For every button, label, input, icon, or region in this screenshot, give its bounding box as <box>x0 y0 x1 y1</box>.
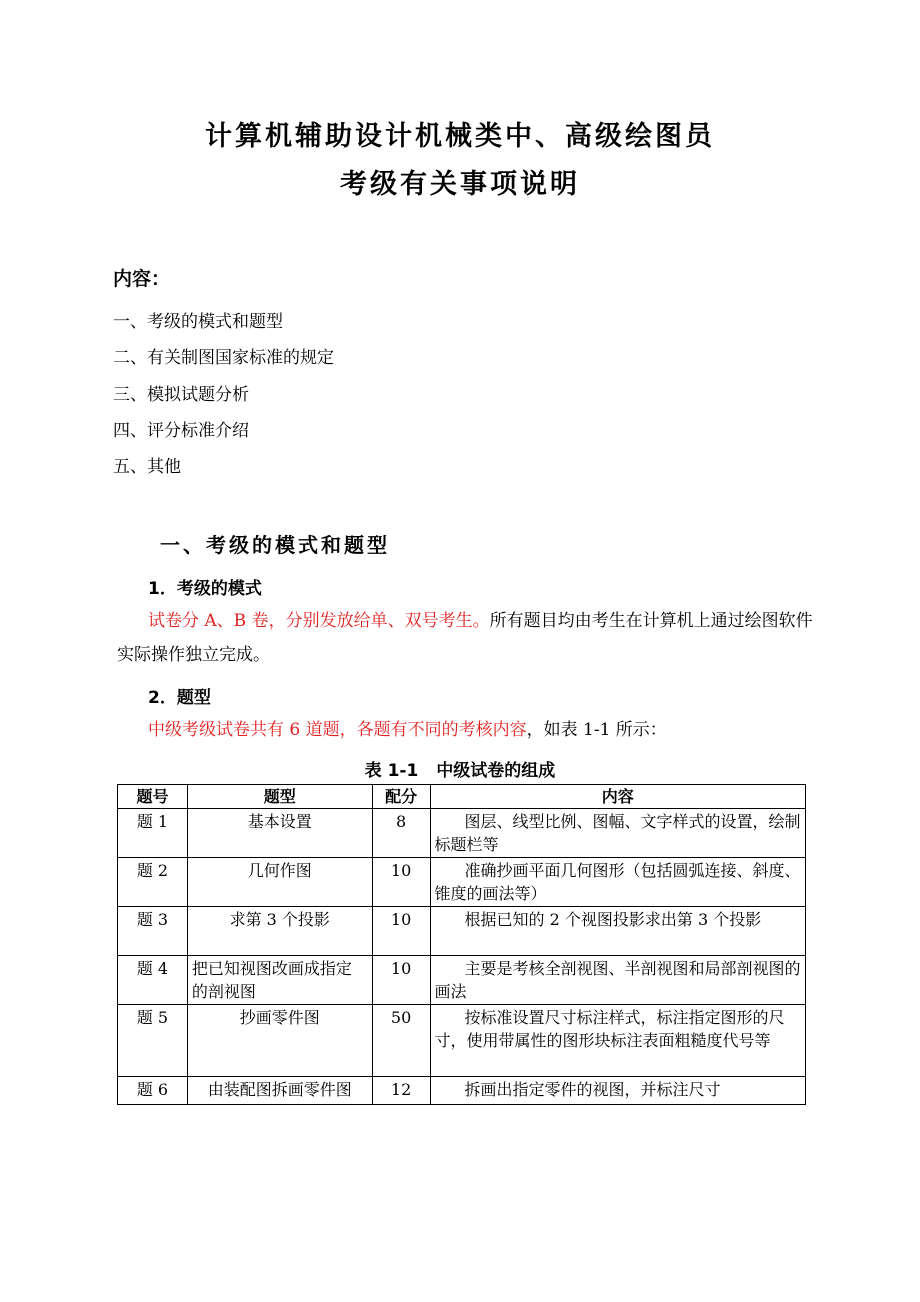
contents-heading: 内容： <box>113 268 171 290</box>
cell-type: 基本设置 <box>187 809 372 858</box>
cell-content: 拆画出指定零件的视图，并标注尺寸 <box>430 1077 805 1105</box>
section-heading: 一、考级的模式和题型 <box>160 533 390 557</box>
body-text: 所有题目均由考生在计算机上通过绘图软件实际操作独立完成。 <box>117 611 813 665</box>
cell-content: 按标准设置尺寸标注样式，标注指定图形的尺寸，使用带属性的图形块标注表面粗糙度代号等 <box>430 1005 805 1077</box>
contents-item: 二、有关制图国家标准的规定 <box>113 348 334 369</box>
document-title-line1: 计算机辅助设计机械类中、高级绘图员 <box>205 121 715 152</box>
cell-no: 题 4 <box>118 956 188 1005</box>
cell-no: 题 6 <box>118 1077 188 1105</box>
cell-type: 求第 3 个投影 <box>187 907 372 956</box>
table-row <box>118 1005 806 1077</box>
table-caption-title: 中级试卷的组成 <box>436 761 556 781</box>
cell-no: 题 2 <box>118 858 188 907</box>
table-row <box>118 809 806 858</box>
column-header-no: 题号 <box>118 785 188 809</box>
cell-no: 题 3 <box>118 907 188 956</box>
column-header-type: 题型 <box>187 785 372 809</box>
table-caption-number: 表 1-1 <box>364 761 419 781</box>
cell-score: 12 <box>372 1077 430 1105</box>
contents-item: 四、评分标准介绍 <box>113 420 249 441</box>
cell-score: 10 <box>372 956 430 1005</box>
cell-content: 根据已知的 2 个视图投影求出第 3 个投影 <box>430 907 805 956</box>
exam-composition-table <box>117 784 806 1105</box>
cell-type: 由装配图拆画零件图 <box>187 1077 372 1105</box>
body-text: ，如表 1-1 所示： <box>526 720 667 740</box>
cell-no: 题 5 <box>118 1005 188 1077</box>
subsection-heading-types: 2．题型 <box>148 688 211 708</box>
table-row <box>118 907 806 956</box>
paragraph-mode <box>117 604 817 672</box>
cell-score: 10 <box>372 907 430 956</box>
contents-item: 三、模拟试题分析 <box>113 384 249 405</box>
table-header-row <box>118 785 806 809</box>
cell-content: 主要是考核全剖视图、半剖视图和局部剖视图的画法 <box>430 956 805 1005</box>
document-title-line2: 考级有关事项说明 <box>340 169 580 200</box>
highlighted-text: 试卷分 A、B 卷，分别发放给单、双号考生。 <box>148 611 490 631</box>
table-row <box>118 956 806 1005</box>
cell-content: 准确抄画平面几何图形（包括圆弧连接、斜度、锥度的画法等） <box>430 858 805 907</box>
cell-score: 50 <box>372 1005 430 1077</box>
column-header-content: 内容 <box>430 785 805 809</box>
paragraph-types <box>117 713 817 747</box>
cell-score: 8 <box>372 809 430 858</box>
cell-no: 题 1 <box>118 809 188 858</box>
highlighted-text: 中级考级试卷共有 6 道题，各题有不同的考核内容 <box>148 720 527 740</box>
column-header-score: 配分 <box>372 785 430 809</box>
table-row <box>118 858 806 907</box>
contents-list <box>113 308 334 489</box>
cell-type: 几何作图 <box>187 858 372 907</box>
contents-item: 一、考级的模式和题型 <box>113 312 283 332</box>
cell-score: 10 <box>372 858 430 907</box>
subsection-heading-mode: 1．考级的模式 <box>148 579 262 599</box>
table-caption <box>0 756 920 781</box>
contents-item: 五、其他 <box>113 457 181 478</box>
cell-type: 抄画零件图 <box>187 1005 372 1077</box>
table-row <box>118 1077 806 1105</box>
cell-content: 图层、线型比例、图幅、文字样式的设置，绘制标题栏等 <box>430 809 805 858</box>
cell-type: 把已知视图改画成指定的剖视图 <box>187 956 372 1005</box>
